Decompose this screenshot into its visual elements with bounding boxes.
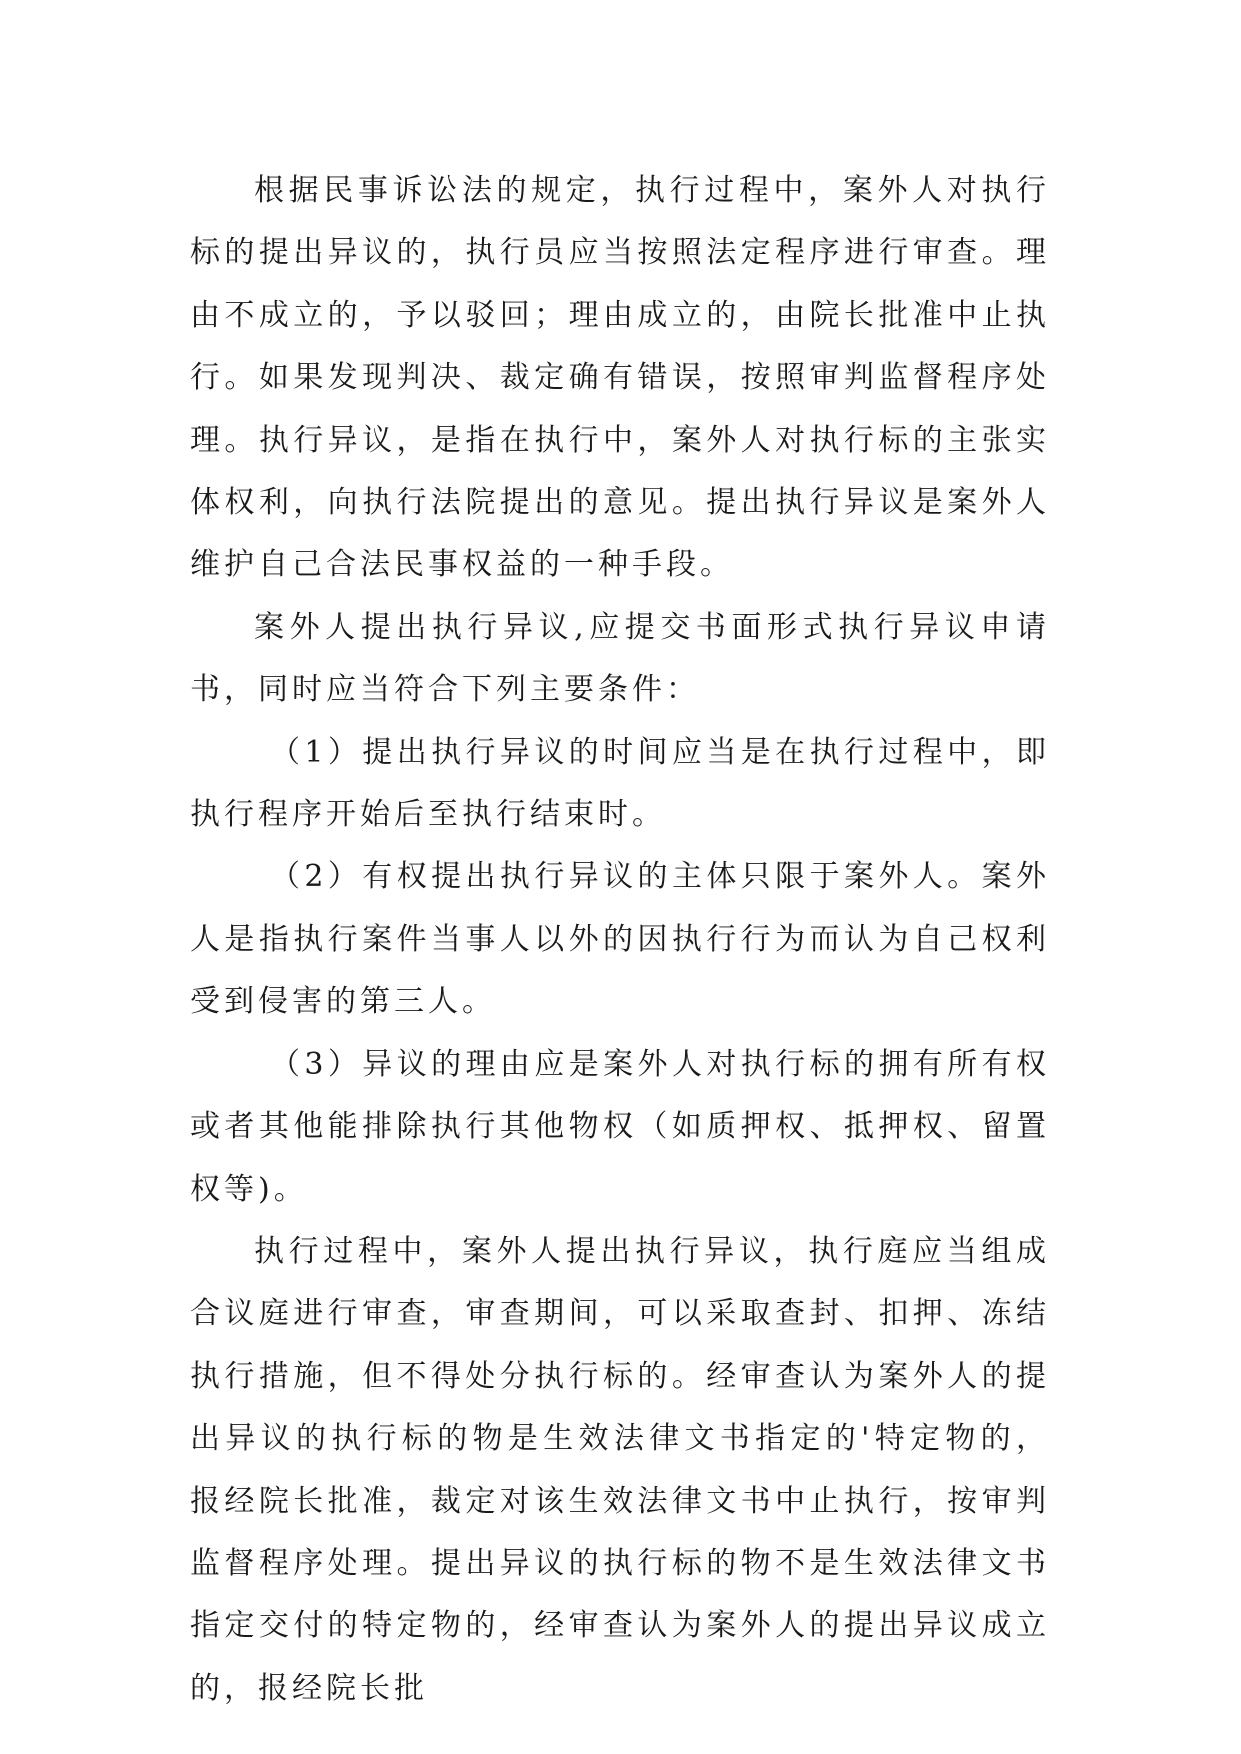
paragraph-condition-2: （2）有权提出执行异议的主体只限于案外人。案外人是指执行案件当事人以外的因执行行为而认为自己权利受到侵害的第三人。 — [190, 859, 1050, 1020]
paragraph-execution-objection-definition: 根据民事诉讼法的规定，执行过程中，案外人对执行标的提出异议的，执行员应当按照法定程序进行审查。理由不成立的，予以驳回；理由成立的，由院长批准中止执行。如果发现判决、裁定确有错误，按照审判监督程序处理。执行异议，是指在执行中，案外人对执行标的主张实体权利，向执行法院提出的意见。提出执行异议是案外人维护自己合法民事权益的一种手段。 — [190, 173, 1050, 583]
paragraph-objection-requirements-intro: 案外人提出执行异议,应提交书面形式执行异议申请书，同时应当符合下列主要条件： — [190, 609, 1050, 708]
paragraph-condition-3: （3）异议的理由应是案外人对执行标的拥有所有权或者其他能排除执行其他物权（如质押权、抵押权、留置权等)。 — [190, 1046, 1050, 1207]
paragraph-condition-1: （1）提出执行异议的时间应当是在执行过程中，即执行程序开始后至执行结束时。 — [190, 734, 1050, 833]
paragraph-review-procedure: 执行过程中，案外人提出执行异议，执行庭应当组成合议庭进行审查，审查期间，可以采取查封、扣押、冻结执行措施，但不得处分执行标的。经审查认为案外人的提出异议的执行标的物是生效法律文书指定的'特定物的，报经院长批准，裁定对该生效法律文书中止执行，按审判监督程序处理。提出异议的执行标的物不是生效法律文书指定交付的特定物的，经审查认为案外人的提出异议成立的，报经院长批 — [190, 1233, 1050, 1706]
document-body — [190, 160, 1050, 1720]
